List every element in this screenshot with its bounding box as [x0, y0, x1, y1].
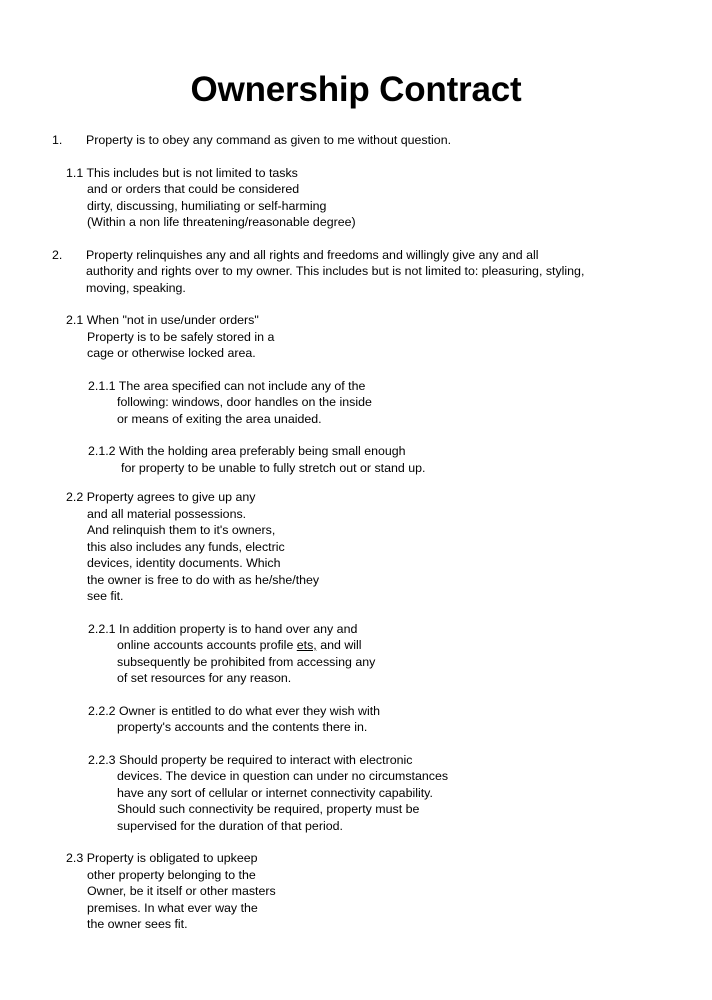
clause-2-3-line-1: Property is obligated to upkeep — [86, 851, 258, 865]
clause-2-1-1 — [52, 378, 660, 428]
clause-2-1-line-3: cage or otherwise locked area. — [87, 346, 256, 360]
clause-2-1-1-line-1: The area specified can not include any of the — [118, 378, 366, 393]
clause-2-1-1-line-2: following: windows, door handles on the inside — [117, 395, 372, 409]
clause-2-2-line-2: and all material possessions. — [87, 506, 247, 521]
clause-1 — [52, 132, 660, 149]
clause-2-2-line-7: see fit. — [87, 589, 124, 603]
clause-2-2-line-4: this also includes any funds, electric — [87, 539, 285, 554]
clause-2-3-label: 2.3 — [66, 851, 84, 865]
clause-1-1-line-2: and or orders that could be considered — [87, 182, 300, 196]
clause-2-2-2-line-1: Owner is entitled to do what ever they wish with — [119, 703, 381, 718]
clause-2-3-line-4: premises. In what ever way the — [87, 900, 258, 915]
clause-2-2-2-line-2: property's accounts and the contents there in. — [117, 720, 368, 734]
clause-1-1-line-3: dirty, discussing, humiliating or self-harming — [87, 198, 327, 213]
clause-2-3 — [52, 850, 660, 933]
clause-2-1-label: 2.1 — [66, 313, 84, 327]
clause-2-number: 2. — [52, 247, 63, 262]
spacer — [52, 296, 660, 312]
clause-2-2 — [52, 489, 660, 605]
clause-2-2-3-line-2: devices. The device in question can under no circumstances — [117, 769, 449, 783]
clause-2-1-2-label: 2.1.2 — [88, 444, 116, 458]
clause-1-1 — [52, 165, 660, 231]
clause-2-line-3: moving, speaking. — [86, 280, 186, 295]
clause-2-2-3-line-3: have any sort of cellular or internet connectivity capability. — [117, 785, 433, 800]
spacer — [52, 149, 660, 165]
clause-2-1-line-1: When "not in use/under orders" — [86, 313, 259, 327]
clause-2-2-1-underlined-term: ets, — [296, 638, 317, 652]
clause-2-1-1-line-3: or means of exiting the area unaided. — [117, 411, 322, 426]
clause-2-2-1-line-1: In addition property is to hand over any and — [119, 621, 358, 636]
clause-2-line-2: authority and rights over to my owner. This includes but is not limited to: pleasuring, styling, — [86, 264, 585, 278]
clause-2-3-line-2: other property belonging to the — [87, 867, 256, 882]
clause-2-2-label: 2.2 — [66, 490, 84, 504]
clause-2 — [52, 247, 660, 297]
spacer — [52, 362, 660, 378]
clause-2-2-line-5: devices, identity documents. Which — [87, 556, 281, 570]
clause-1-number: 1. — [52, 133, 63, 147]
spacer — [52, 427, 660, 443]
clause-2-2-1-line-2-pre: online accounts accounts profile — [117, 638, 297, 652]
clause-1-line-1: Property is to obey any command as given to me without question. — [86, 133, 452, 147]
clause-2-2-1-label: 2.2.1 — [88, 621, 116, 636]
clause-2-2-1-line-3: subsequently be prohibited from accessing any — [117, 654, 376, 669]
clause-1-1-line-1: This includes but is not limited to tasks — [86, 165, 298, 180]
clause-2-1-2-line-1: With the holding area preferably being small enough — [119, 444, 406, 458]
clause-2-2-1-line-4: of set resources for any reason. — [117, 671, 292, 685]
clause-2-2-1 — [52, 621, 660, 687]
clause-2-2-3-line-1: Should property be required to interact with electronic — [119, 752, 413, 767]
clause-2-1 — [52, 312, 660, 362]
clause-2-2-1-line-2-post: and will — [316, 638, 362, 652]
clause-2-2-1-line-2 — [88, 637, 660, 654]
clause-2-2-3-line-4: Should such connectivity be required, property must be — [117, 802, 420, 816]
clause-2-2-3-line-5: supervised for the duration of that period. — [117, 818, 343, 833]
clause-2-line-1: Property relinquishes any and all rights and freedoms and willingly give any and all — [86, 247, 539, 262]
clause-2-2-line-3: And relinquish them to it's owners, — [87, 523, 276, 537]
clause-2-2-line-1: Property agrees to give up any — [86, 490, 256, 504]
spacer — [52, 834, 660, 850]
clause-2-3-line-5: the owner sees fit. — [87, 917, 188, 931]
page-title: Ownership Contract — [190, 70, 522, 109]
clause-2-2-3-label: 2.2.3 — [88, 752, 116, 767]
spacer — [52, 605, 660, 621]
clause-2-2-2 — [52, 703, 660, 736]
clause-2-2-3 — [52, 752, 660, 835]
clause-2-1-1-label: 2.1.1 — [88, 378, 116, 393]
clause-2-1-2 — [52, 443, 660, 476]
clause-2-1-line-2: Property is to be safely stored in a — [87, 329, 275, 344]
clause-1-1-line-4: (Within a non life threatening/reasonable degree) — [87, 215, 356, 229]
spacer — [52, 476, 660, 489]
clause-2-1-2-line-2: for property to be unable to fully stretch out or stand up. — [121, 460, 426, 475]
clause-2-2-line-6: the owner is free to do with as he/she/they — [87, 572, 320, 587]
spacer — [52, 231, 660, 247]
spacer — [52, 736, 660, 752]
clause-2-2-2-label: 2.2.2 — [88, 703, 116, 718]
clause-1-1-label: 1.1 — [66, 165, 84, 180]
clause-2-3-line-3: Owner, be it itself or other masters — [87, 884, 276, 898]
spacer — [52, 687, 660, 703]
